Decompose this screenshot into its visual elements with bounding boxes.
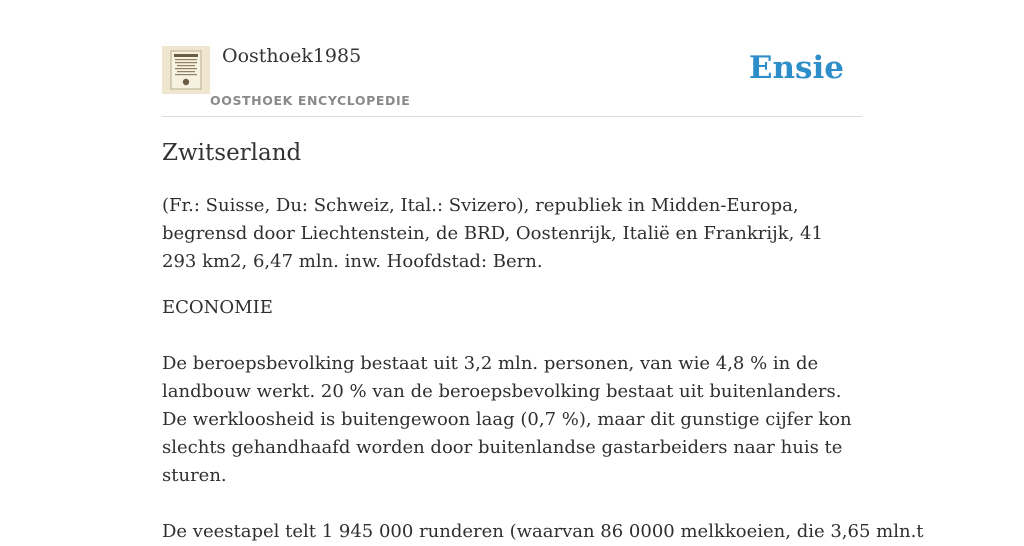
site-name[interactable]: Oosthoek1985	[222, 45, 362, 67]
section-heading: ECONOMIE	[162, 297, 273, 318]
brand-logo[interactable]: Ensie	[748, 50, 844, 86]
site-subtitle[interactable]: OOSTHOEK ENCYCLOPEDIE	[210, 93, 411, 108]
article-body	[162, 192, 924, 546]
book-cover-icon[interactable]	[162, 46, 210, 94]
article-paragraph: De veestapel telt 1 945 000 runderen (waarvan 86 0000 melkkoeien, die 3,65 mln.t	[162, 521, 924, 542]
article-intro: (Fr.: Suisse, Du: Schweiz, Ital.: Svizero), republiek in Midden-Europa, begrensd door Liechtenstein, de BRD, Oostenrijk, Italië en Frankrijk, 41 293 km2, 6,47 mln. inw. Hoofdstad: Bern.	[162, 195, 823, 272]
article-paragraph: De beroepsbevolking bestaat uit 3,2 mln. personen, van wie 4,8 % in de landbouw werkt. 20 % van de beroepsbevolking bestaat uit buitenlanders. De werkloosheid is buitengewoon laag (0,7 %), maar dit gunstige cijfer kon slechts gehandhaafd worden door buitenlandse gastarbeiders naar huis te sturen.	[162, 353, 852, 486]
page-title: Zwitserland	[162, 140, 302, 166]
page-container	[162, 0, 924, 542]
site-header	[162, 0, 862, 117]
